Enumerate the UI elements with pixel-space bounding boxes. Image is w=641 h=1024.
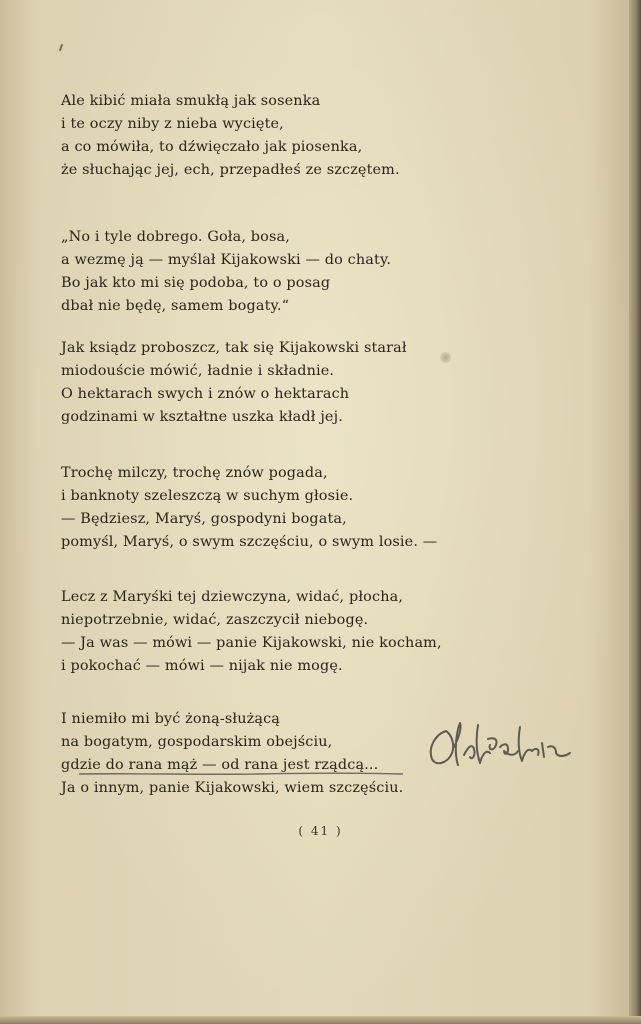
poem-line: i pokochać — mówi — nijak nie mogę. [61, 658, 343, 674]
poem-line: Lecz z Maryśki tej dziewczyna, widać, płocha, [61, 589, 404, 605]
poem-line: Ale kibić miała smukłą jak sosenka [61, 93, 321, 109]
poem-line: Jak ksiądz proboszcz, tak się Kijakowski starał [61, 340, 407, 356]
poem-line: „No i tyle dobrego. Goła, bosa, [61, 229, 290, 245]
poem-line: miodouście mówić, ładnie i składnie. [61, 363, 335, 379]
page-number: ( 41 ) [298, 824, 343, 838]
stanza-4 [61, 462, 437, 554]
poem-line: niepotrzebnie, widać, zaszczycił niebogę. [61, 612, 369, 628]
poem-line: — Ja was — mówi — panie Kijakowski, nie kocham, [61, 635, 442, 651]
pencil-underline [78, 772, 404, 776]
stanza-1 [61, 90, 400, 182]
poem-line: godzinami w kształtne uszka kładł jej. [61, 409, 343, 425]
poem-line: Trochę milczy, trochę znów pogada, [61, 465, 328, 481]
poem-line: gdzie do rana mąż — od rana jest rządcą... [61, 757, 379, 773]
page-bottom-edge [0, 1016, 641, 1024]
poem-line: na bogatym, gospodarskim obejściu, [61, 734, 333, 750]
poem-line: a co mówiła, to dźwięczało jak piosenka, [61, 139, 363, 155]
poem-line: że słuchając jej, ech, przepadłeś ze szczętem. [61, 162, 400, 178]
poem-line: i te oczy niby z nieba wycięte, [61, 116, 284, 132]
poem-line: a wezmę ją — myślał Kijakowski — do chaty. [61, 252, 392, 268]
poem-line: Ja o innym, panie Kijakowski, wiem szczęściu. [61, 780, 404, 796]
page-edge-shadow [629, 0, 641, 1024]
poem-line: dbał nie będę, samem bogaty.“ [61, 298, 290, 314]
handwritten-signature [424, 717, 594, 787]
stanza-3 [61, 337, 407, 429]
stanza-5 [61, 586, 442, 678]
poem-line: Bo jak kto mi się podoba, to o posag [61, 275, 331, 291]
stanza-2 [61, 226, 391, 318]
poem-line: I niemiło mi być żoną-służącą [61, 711, 281, 727]
stanza-6 [61, 708, 403, 800]
poem-line: O hektarach swych i znów o hektarach [61, 386, 350, 402]
poem-line: i banknoty szeleszczą w suchym głosie. [61, 488, 354, 504]
poem-line: — Będziesz, Maryś, gospodyni bogata, [61, 511, 347, 527]
paper-speck [59, 44, 63, 51]
poem-line: pomyśl, Maryś, o swym szczęściu, o swym losie. — [61, 534, 438, 550]
paper-stain [440, 352, 451, 363]
